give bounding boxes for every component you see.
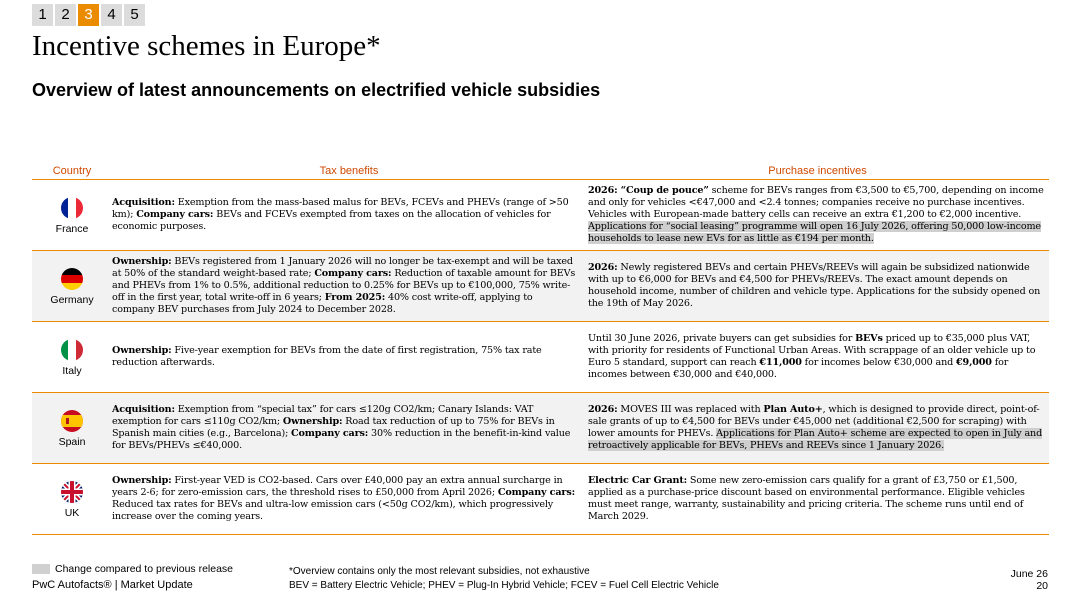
bold-run: 2026: bbox=[588, 261, 618, 273]
text-run: BEVs and FCEVs exempted from taxes on the allocation of vehicles for economic purposes. bbox=[112, 208, 551, 233]
purchase-incentives-text bbox=[588, 262, 1049, 310]
table-row bbox=[32, 464, 1049, 535]
legend-swatch bbox=[32, 564, 50, 574]
text-run: scheme for BEVs ranges from €3,500 to €5,700, depending on income and only for vehicles <€47,000 and <2.4 tonnes; companies receive no purchase incentives. Vehicles with European-made battery cells can receive an extra €1,200 to €2,000 incentive. bbox=[588, 184, 1044, 220]
country-name: France bbox=[55, 222, 89, 235]
highlighted-change: Applications for “social leasing” programme will open 16 July 2026, offering 50,000 low-income households to lease new EVs for as little as €194 per month. bbox=[588, 221, 1041, 245]
text-run: 40% cost write-off, applying to company BEV purchases from July 2024 to December 2028. bbox=[112, 292, 533, 316]
tax-benefits-cell bbox=[112, 464, 586, 534]
footnote-overview: *Overview contains only the most relevant subsidies, not exhaustive bbox=[289, 566, 590, 577]
bold-run: 2026: bbox=[588, 403, 618, 415]
text-run: Some new zero-emission cars qualify for a grant of £3,750 or £1,500, applied as a purchase-price discount based on environmental performance. Eligible vehicles must meet range, warranty, sustainability and pricing criteria. The scheme runs until end of March 2029. bbox=[588, 474, 1025, 523]
bold-run: €11,000 bbox=[759, 357, 802, 368]
text-run: Newly registered BEVs and certain PHEVs/REEVs will again be subsidized nationwide with up to €6,000 for BEVs and €4,500 for PHEVs/REEVs. The exact amount depends on household income, number of children and vehicle type. Applications for the subsidy opened on the 19th of May 2026. bbox=[588, 261, 1041, 310]
country-cell bbox=[32, 322, 112, 392]
flag-uk-icon bbox=[60, 480, 84, 504]
text-run: 30% reduction in the benefit-in-kind value for BEVs/PHEVs ≤€40,000. bbox=[112, 428, 571, 452]
bold-run: Plan Auto+ bbox=[763, 403, 823, 415]
text-run: for incomes below €30,000 and bbox=[801, 357, 957, 368]
tax-benefits-cell bbox=[112, 251, 586, 321]
bold-run: €9,000 bbox=[956, 357, 992, 368]
table-row bbox=[32, 393, 1049, 464]
legend bbox=[32, 563, 233, 575]
text-run: Reduction of taxable amount for BEVs and PHEVs from 1% to 0.5%, additional reduction to 0.25% for BEVs up to €100,000, 75% write-off in the first year, total write-off in 6 years; bbox=[112, 267, 576, 304]
table-row bbox=[32, 180, 1049, 251]
flag-france-icon bbox=[60, 196, 84, 220]
text-run: First-year VED is CO2-based. Cars over £40,000 pay an extra annual surcharge in years 2-6; for zero-emission cars, the threshold rises to £50,000 from April 2026; bbox=[112, 474, 563, 498]
text-run: Reduced tax rates for BEVs and ultra-low emission cars (<50g CO2/km), which progressively increase over the coming years. bbox=[112, 499, 554, 523]
tax-benefits-text bbox=[112, 197, 578, 233]
text-run: priced up to €35,000 plus VAT, with priority for residents of Functional Urban Areas. With scrappage of an older vehicle up to Euro 5 standard, support can reach bbox=[588, 332, 1036, 368]
table-row bbox=[32, 251, 1049, 322]
flag-germany-icon bbox=[60, 267, 84, 291]
country-cell bbox=[32, 251, 112, 321]
country-name: Italy bbox=[62, 364, 82, 377]
purchase-incentives-cell bbox=[586, 251, 1049, 321]
country-name: Spain bbox=[58, 435, 86, 448]
text-run: MOVES III was replaced with bbox=[617, 403, 764, 415]
tax-benefits-text bbox=[112, 345, 578, 369]
header-tax-benefits: Tax benefits bbox=[319, 165, 379, 177]
bold-run: Company cars: bbox=[497, 486, 575, 498]
text-run: Road tax reduction of up to 75% for BEVs in Spanish main cities (e.g., Barcelona); bbox=[112, 415, 555, 439]
country-name: Germany bbox=[50, 293, 94, 306]
country-cell bbox=[32, 393, 112, 463]
bold-run: 2026: “Coup de pouce” bbox=[588, 184, 709, 196]
flag-italy-icon bbox=[60, 338, 84, 362]
purchase-incentives-cell bbox=[586, 464, 1049, 534]
page-tab-1[interactable]: 1 bbox=[32, 4, 53, 26]
purchase-incentives-text bbox=[588, 185, 1049, 245]
incentives-table bbox=[32, 158, 1049, 535]
footer-date bbox=[1011, 568, 1048, 592]
bold-run: Ownership: bbox=[112, 255, 172, 267]
text-run: Five-year exemption for BEVs from the date of first registration, 75% tax rate reduction afterwards. bbox=[112, 344, 542, 368]
bold-run: From 2025: bbox=[324, 292, 386, 304]
purchase-incentives-cell bbox=[586, 180, 1049, 250]
bold-run: Company cars: bbox=[314, 267, 392, 279]
text-run: , which is designed to provide direct, point-of-sale grants of up to €4,500 for BEVs under €45,000 net (additional €2,500 for scraping) with lower amounts for PHEVs. bbox=[588, 403, 1040, 439]
page-tab-5[interactable]: 5 bbox=[124, 4, 145, 26]
bold-run: Company cars: bbox=[291, 428, 369, 439]
purchase-incentives-cell bbox=[586, 393, 1049, 463]
page-subtitle: Overview of latest announcements on electrified vehicle subsidies bbox=[32, 80, 601, 100]
tax-benefits-text bbox=[112, 256, 578, 316]
header-purchase-incentives: Purchase incentives bbox=[768, 165, 867, 177]
page-tab-3[interactable]: 3 bbox=[78, 4, 99, 26]
legend-label: Change compared to previous release bbox=[55, 563, 234, 575]
bold-run: Ownership: bbox=[282, 415, 343, 427]
page-title: Incentive schemes in Europe* bbox=[32, 30, 381, 62]
bold-run: Acquisition: bbox=[112, 403, 175, 415]
text-run: BEVs registered from 1 January 2026 will no longer be tax-exempt and will be taxed at 50% of the standard weight-based rate; bbox=[112, 255, 573, 279]
country-cell bbox=[32, 464, 112, 534]
page-number: 20 bbox=[1036, 580, 1048, 592]
text-run: for incomes between €30,000 and €40,000. bbox=[588, 357, 1009, 381]
text-run: Exemption from the mass-based malus for BEVs, FCEVs and PHEVs (range of >50 km); bbox=[112, 196, 569, 220]
bold-run: Ownership: bbox=[112, 474, 172, 486]
tax-benefits-text bbox=[112, 475, 578, 523]
page-tab-4[interactable]: 4 bbox=[101, 4, 122, 26]
page-tab-2[interactable]: 2 bbox=[55, 4, 76, 26]
purchase-incentives-cell bbox=[586, 322, 1049, 392]
date-label: June 26 bbox=[1010, 568, 1048, 580]
bold-run: Electric Car Grant: bbox=[588, 474, 688, 486]
bold-run: Acquisition: bbox=[112, 196, 175, 208]
purchase-incentives-text bbox=[588, 404, 1049, 452]
text-run: Until 30 June 2026, private buyers can get subsidies for bbox=[588, 332, 856, 344]
tax-benefits-cell bbox=[112, 180, 586, 250]
purchase-incentives-text bbox=[588, 475, 1049, 523]
tax-benefits-text bbox=[112, 404, 578, 452]
highlighted-change: Applications for Plan Auto+ scheme are expected to open in July and retroactively applicable for BEVs, PHEVs and REEVs since 1 January 2026. bbox=[588, 428, 1043, 452]
pagination bbox=[32, 4, 145, 26]
text-run: Exemption from “special tax” for cars ≤120g CO2/km; Canary Islands: VAT exemption for cars ≤110g CO2/km; bbox=[112, 403, 534, 427]
footnote-abbreviations: BEV = Battery Electric Vehicle; PHEV = Plug-In Hybrid Vehicle; FCEV = Fuel Cell Electric Vehicle bbox=[289, 580, 719, 591]
flag-spain-icon bbox=[60, 409, 84, 433]
tax-benefits-cell bbox=[112, 322, 586, 392]
tax-benefits-cell bbox=[112, 393, 586, 463]
header-country: Country bbox=[52, 165, 92, 177]
bold-run: Company cars: bbox=[136, 208, 214, 220]
bold-run: Ownership: bbox=[112, 344, 172, 356]
table-header bbox=[32, 158, 1049, 180]
purchase-incentives-text bbox=[588, 333, 1049, 381]
bold-run: BEVs bbox=[855, 332, 883, 344]
country-name: UK bbox=[64, 506, 80, 519]
footer-brand: PwC Autofacts® | Market Update bbox=[32, 579, 193, 591]
table-row bbox=[32, 322, 1049, 393]
country-cell bbox=[32, 180, 112, 250]
